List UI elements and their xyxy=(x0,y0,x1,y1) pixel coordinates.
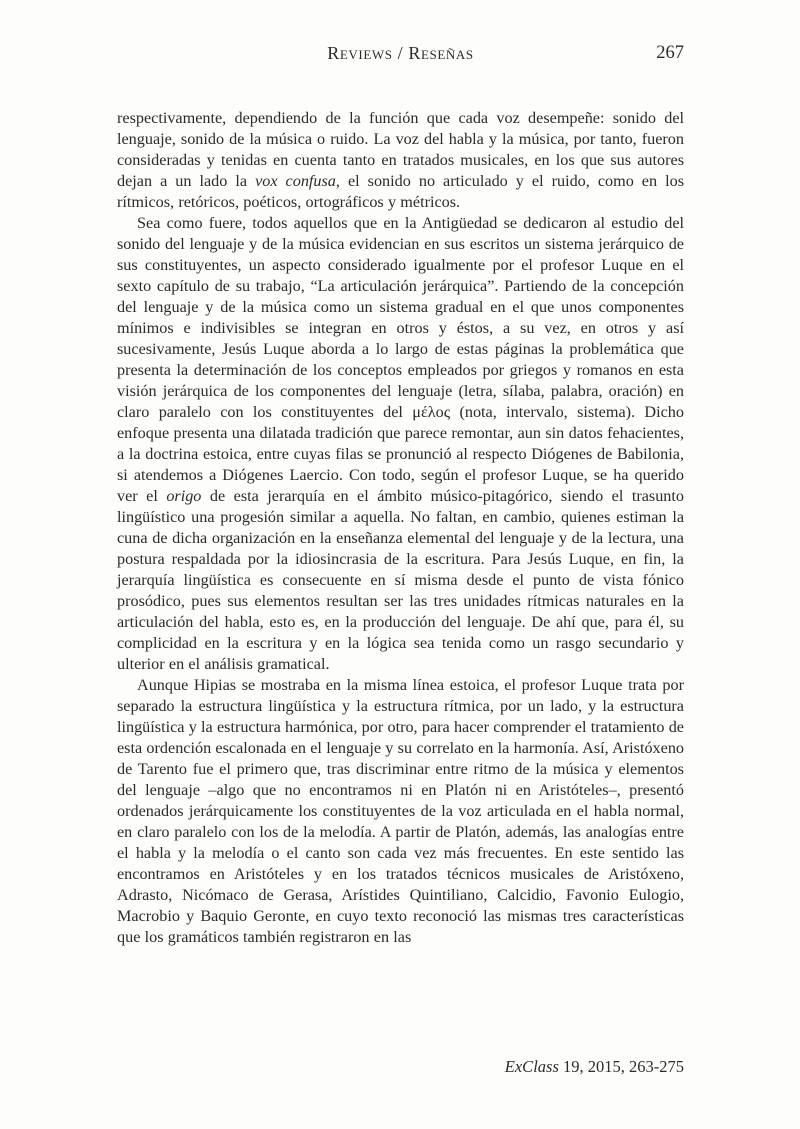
review-body xyxy=(117,108,684,948)
body-paragraph: respectivamente, dependiendo de la función que cada voz desempeñe: sonido del lenguaje, sonido de la música o ruido. La voz del habla y la música, por tanto, fueron consideradas y tenidas en cuenta tanto en tratados musicales, en los que sus autores dejan a un lado la vox confusa, el sonido no articulado y el ruido, como en los rítmicos, retóricos, poéticos, ortográficos y métricos. xyxy=(117,109,684,211)
body-paragraph: Sea como fuere, todos aquellos que en la Antigüedad se dedicaron al estudio del sonido del lenguaje y de la música evidencian en sus escritos un sistema jerárquico de sus constituyentes, un aspecto considerado igualmente por el profesor Luque en el sexto capítulo de su trabajo, “La articulación jerárquica”. Partiendo de la concepción del lenguaje y de la música como un sistema gradual en el que unos componentes mínimos e indivisibles se integran en otros y éstos, a su vez, en otros y así sucesivamente, Jesús Luque aborda a lo largo de estas páginas la problemática que presenta la determinación de los conceptos empleados por griegos y romanos en esta visión jerárquica de los componentes del lenguaje (letra, sílaba, palabra, oración) en claro paralelo con los constituyentes del μέλος (nota, intervalo, sistema). Dicho enfoque presenta una dilatada tradición que parece remontar, aun sin datos fehacientes, a la doctrina estoica, entre cuyas filas se pronunció al respecto Diógenes de Babilonia, si atendemos a Diógenes Laercio. Con todo, según el profesor Luque, se ha querido ver el origo de esta jerarquía en el ámbito músico-pitagórico, siendo el trasunto lingüístico una progesión similar a aquella. No faltan, en cambio, quienes estiman la cuna de dicha organización en la enseñanza elemental del lenguaje y de la lectura, una postura respaldada por la idiosincrasia de la escritura. Para Jesús Luque, en fin, la jerarquía lingüística es consecuente en sí misma desde el punto de vista fónico prosódico, pues sus elementos resultan ser las tres unidades rítmicas naturales en la articulación del habla, esto es, en la producción del lenguaje. De ahí que, para él, su complicidad en la escritura y en la lógica sea tenida como un rasgo secundario y ulterior en el análisis gramatical. xyxy=(117,214,684,673)
journal-citation-footer: ExClass 19, 2015, 263-275 xyxy=(504,1057,684,1076)
page-number: 267 xyxy=(656,43,684,63)
page-header xyxy=(117,42,684,66)
body-paragraph: Aunque Hipias se mostraba en la misma línea estoica, el profesor Luque trata por separado la estructura lingüística y la estructura rítmica, por un lado, y la estructura lingüística y la estructura harmónica, por otro, para hacer comprender el tratamiento de esta ordención escalonada en el lenguaje y su correlato en la harmonía. Así, Aristóxeno de Tarento fue el primero que, tras discriminar entre ritmo de la música y elementos del lenguaje –algo que no encontramos ni en Platón ni en Aristóteles–, presentó ordenados jerárquicamente los constituyentes de la voz articulada en el habla normal, en claro paralelo con los de la melodía. A partir de Platón, además, las analogías entre el habla y la melodía o el canto son cada vez más frecuentes. En este sentido las encontramos en Aristóteles y en los tratados técnicos musicales de Aristóxeno, Adrasto, Nicómaco de Gerasa, Arístides Quintiliano, Calcidio, Favonio Eulogio, Macrobio y Baquio Geronte, en cuyo texto reconoció las mismas tres características que los gramáticos también registraron en las xyxy=(117,676,684,946)
running-head: Reviews / Reseñas xyxy=(327,43,474,63)
